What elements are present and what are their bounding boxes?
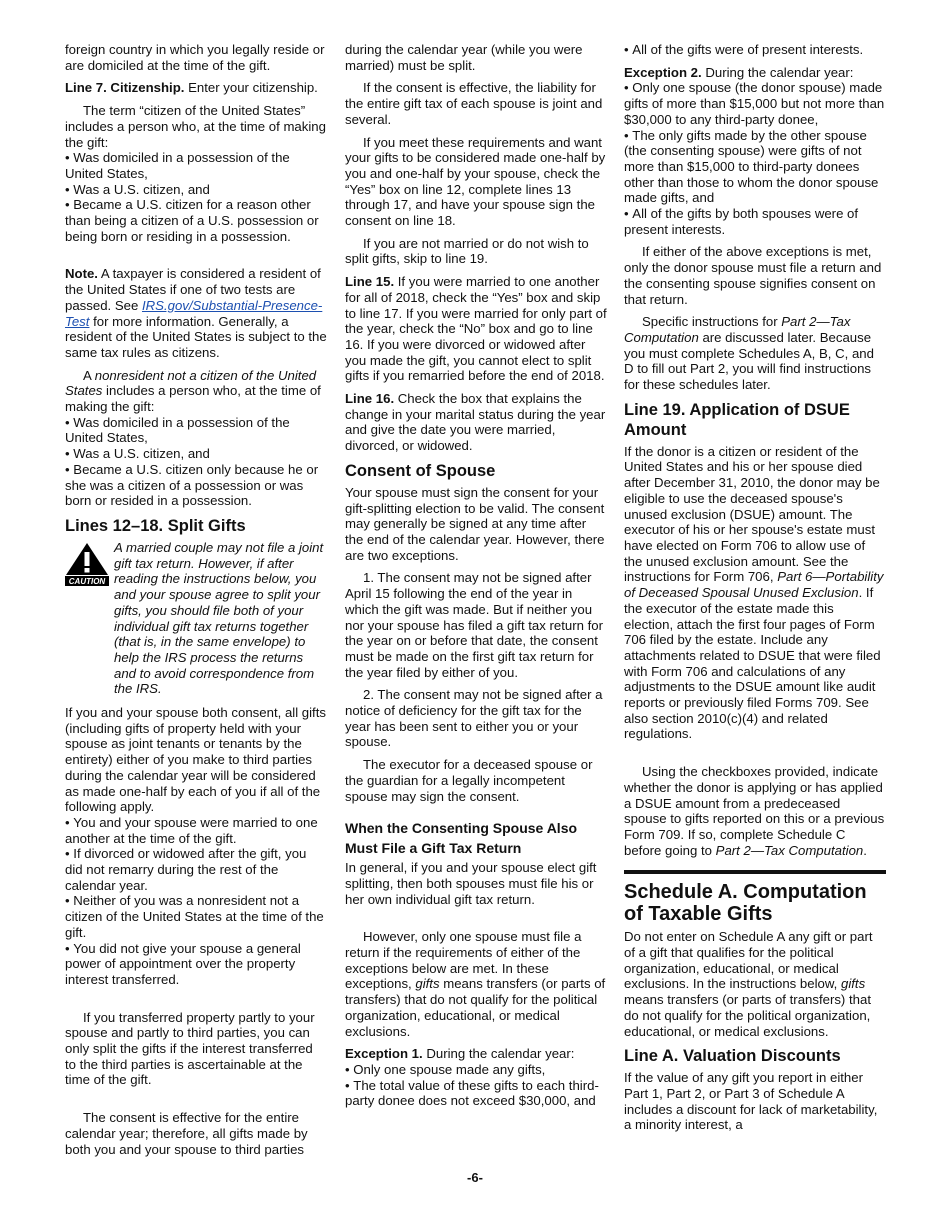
- consenting-spouse-heading: When the Consenting Spouse Also Must File a Gift Tax Return: [345, 820, 578, 857]
- list-item: • All of the gifts were of present interests.: [624, 42, 886, 58]
- column-2: [345, 42, 607, 1109]
- section-divider: [624, 870, 886, 874]
- schedule-a-paragraph: Do not enter on Schedule A any gift or part of a gift that qualifies for the political organization, educational, or medical exclusions. In the instructions below, gifts means transfers (or parts of transfers) that do not qualify for the political organization, educational, or medical exclusions.: [624, 929, 873, 1039]
- exception-2-paragraph: 2. The consent may not be signed after a notice of deficiency for the gift tax for the year has been sent to either you or your spouse.: [345, 687, 603, 750]
- caution-text: A married couple may not file a joint gift tax return. However, if after reading the instructions below, you and your spouse agree to split your gifts, you should file both of your individual gift tax returns together (that is, in the same envelope) to help the IRS process the returns and to avoid correspondence from the IRS.: [114, 539, 324, 697]
- note-paragraph: Note. A taxpayer is considered a resident of the United States if one of two tests are passed. See IRS.gov/Substantial-Presence-Test for more information. Generally, a resident of the United States is subject to the same tax rules as citizens.: [65, 266, 327, 360]
- exception-2-heading-paragraph: Exception 2. During the calendar year:: [624, 64, 854, 80]
- note-heading: Note.: [65, 266, 98, 282]
- line7-paragraph: [65, 80, 327, 96]
- list-item: • You did not give your spouse a general power of appointment over the property interest transferred.: [65, 941, 327, 988]
- list-item: • Became a U.S. citizen for a reason other than being a citizen of a U.S. possession or being born or residing in a possession.: [65, 197, 327, 244]
- nonresident-definition: A nonresident not a citizen of the United States includes a person who, at the time of making the gift:: [65, 367, 321, 415]
- exception-1-paragraph: 1. The consent may not be signed after April 15 following the end of the year in which the gift was made. But if neither you nor your spouse has filed a gift tax return for the year on or before that date, the consent must be made on the first gift tax return for the year filed by either of you.: [345, 570, 604, 680]
- not-married-paragraph: If you are not married or do not wish to split gifts, skip to line 19.: [345, 235, 589, 267]
- line15-paragraph: Line 15. If you were married to one another for all of 2018, check the “Yes” box and skip to line 17. If you were married for only part of the year, check the “No” box and go to line 16. If you were divorced or widowed after you made the gift, you cannot elect to split gifts if you remarried before the end of 2018.: [345, 274, 607, 384]
- specific-instructions-paragraph: Specific instructions for Part 2—Tax Computation are discussed later. Because you must complete Schedules A, B, C, and D to fill out Part 2, you will find instructions for these schedules later.: [624, 314, 874, 393]
- list-item: • Was domiciled in a possession of the United States,: [65, 150, 327, 181]
- page-number: -6-: [467, 1170, 483, 1185]
- citizen-definition: The term “citizen of the United States” includes a person who, at the time of making the gift:: [65, 103, 326, 150]
- liability-paragraph: If the consent is effective, the liability for the entire gift tax of each spouse is joint and several.: [345, 80, 603, 127]
- list-item: • Neither of you was a nonresident not a citizen of the United States at the time of the gift.: [65, 893, 327, 940]
- consent-paragraph: Your spouse must sign the consent for your gift-splitting election to be valid. The consent may generally be signed at any time after the end of the calendar year. However, there are two exceptions.: [345, 484, 605, 563]
- general-paragraph: In general, if you and your spouse elect gift splitting, then both spouses must file his or her own individual gift tax return.: [345, 860, 597, 907]
- consent-effective-paragraph: The consent is effective for the entire calendar year; therefore, all gifts made by both you and your spouse to third parties: [65, 1110, 308, 1157]
- column-1: [65, 42, 327, 1164]
- paragraph-foreign-country: foreign country in which you legally reside or are domiciled at the time of the gift.: [65, 42, 325, 73]
- exception-1-heading-paragraph: Exception 1. During the calendar year:: [345, 1046, 575, 1062]
- exception-2-heading: Exception 2.: [624, 64, 702, 80]
- split-continuation: during the calendar year (while you were married) must be split.: [345, 42, 583, 73]
- line16-paragraph: Line 16. Check the box that explains the change in your marital status during the year and give the date you were married, divorced, or widowed.: [345, 391, 606, 454]
- partly-transferred-paragraph: If you transferred property partly to your spouse and partly to third parties, you can only split the gifts if the interest transferred to the third parties is ascertainable at the time of the gift.: [65, 1009, 315, 1088]
- split-gifts-heading: Lines 12–18. Split Gifts: [65, 516, 246, 535]
- list-item: • Only one spouse made any gifts,: [345, 1062, 607, 1078]
- checkboxes-paragraph: Using the checkboxes provided, indicate whether the donor is applying or has applied a DSUE amount from a predeceased spouse to gifts reported on this or a previous Form 709. If so, complete Schedule C before going to Part 2—Tax Computation.: [624, 764, 885, 858]
- exception-1-heading: Exception 1.: [345, 1046, 423, 1062]
- list-item: • Was a U.S. citizen, and: [65, 446, 327, 462]
- list-item: • Was a U.S. citizen, and: [65, 182, 327, 198]
- list-item: • Was domiciled in a possession of the United States,: [65, 415, 327, 446]
- consent-of-spouse-heading: Consent of Spouse: [345, 461, 496, 480]
- list-item: • Became a U.S. citizen only because he or she was a citizen of a possession or was born or resided in a possession.: [65, 462, 327, 509]
- column-3: [624, 42, 886, 1140]
- executor-paragraph: The executor for a deceased spouse or the guardian for a legally incompetent spouse may sign the consent.: [345, 757, 593, 804]
- dsue-paragraph: If the donor is a citizen or resident of the United States and his or her spouse died after December 31, 2010, the donor may be eligible to use the deceased spouse's unused exclusion (DSUE) amount. The executor of his or her spouse's estate must have elected on Form 706 to allow use of the unused exclusion amount. See the instructions for Form 706, Part 6—Portability of Deceased Spousal Unused Exclusion. If the executor of the estate made this election, attach the first four pages of Form 706 filed by the estate. Include any attachments related to DSUE that were filed with Form 706 and calculations of any adjustments to the DSUE amount like audit reports or previously filed Forms 709. See also section 2010(c)(4) and related regulations.: [624, 443, 884, 742]
- list-item: • You and your spouse were married to one another at the time of the gift.: [65, 815, 327, 846]
- requirements-paragraph: If you meet these requirements and want your gifts to be considered made one-half by you and one-half by your spouse, check the “Yes” box on line 12, complete lines 13 through 17, and have your spouse sign the consent on line 18.: [345, 134, 606, 229]
- line7-text: Enter your citizenship.: [184, 80, 318, 96]
- either-exception-paragraph: If either of the above exceptions is met, only the donor spouse must file a return and the consenting spouse signifies consent on that return.: [624, 244, 882, 307]
- list-item: • The only gifts made by the other spouse (the consenting spouse) were gifts of not more than $15,000 to third-party donees other than those to whom the donor spouse made gifts, and: [624, 128, 886, 207]
- however-paragraph: However, only one spouse must file a return if the requirements of either of the exceptions below are met. In these exceptions, gifts means transfers (or parts of transfers) that do not qualify for the political organization, educational, or medical exclusions.: [345, 929, 606, 1039]
- list-item: • All of the gifts by both spouses were of present interests.: [624, 206, 886, 237]
- line-a-paragraph: If the value of any gift you report in either Part 1, Part 2, or Part 3 of Schedule A includes a discount for lack of marketability, a minority interest, a: [624, 1070, 878, 1133]
- line16-heading: Line 16.: [345, 391, 395, 407]
- list-item: • The total value of these gifts to each third-party donee does not exceed $30,000, and: [345, 1078, 607, 1109]
- consent-intro: If you and your spouse both consent, all gifts (including gifts of property held with your spouse as joint tenants or tenants by the entirety) either of you make to third parties during the calendar year will be considered as made one-half by each of you if all of the following apply.: [65, 705, 326, 815]
- substantial-presence-test-link[interactable]: IRS.gov/Substantial-Presence-Test: [65, 297, 323, 329]
- line15-heading: Line 15.: [345, 274, 395, 290]
- line7-heading: Line 7. Citizenship.: [65, 80, 185, 96]
- list-item: • Only one spouse (the donor spouse) made gifts of more than $15,000 but not more than $30,000 to any third-party donee,: [624, 80, 886, 127]
- line19-heading: Line 19. Application of DSUE Amount: [624, 400, 850, 439]
- caution-box: [65, 540, 327, 697]
- line-a-heading: Line A. Valuation Discounts: [624, 1047, 841, 1066]
- schedule-a-heading: Schedule A. Computation of Taxable Gifts: [624, 881, 867, 926]
- caution-icon: [65, 542, 109, 586]
- caution-label: CAUTION: [68, 576, 106, 586]
- list-item: • If divorced or widowed after the gift, you did not remarry during the rest of the calendar year.: [65, 846, 327, 893]
